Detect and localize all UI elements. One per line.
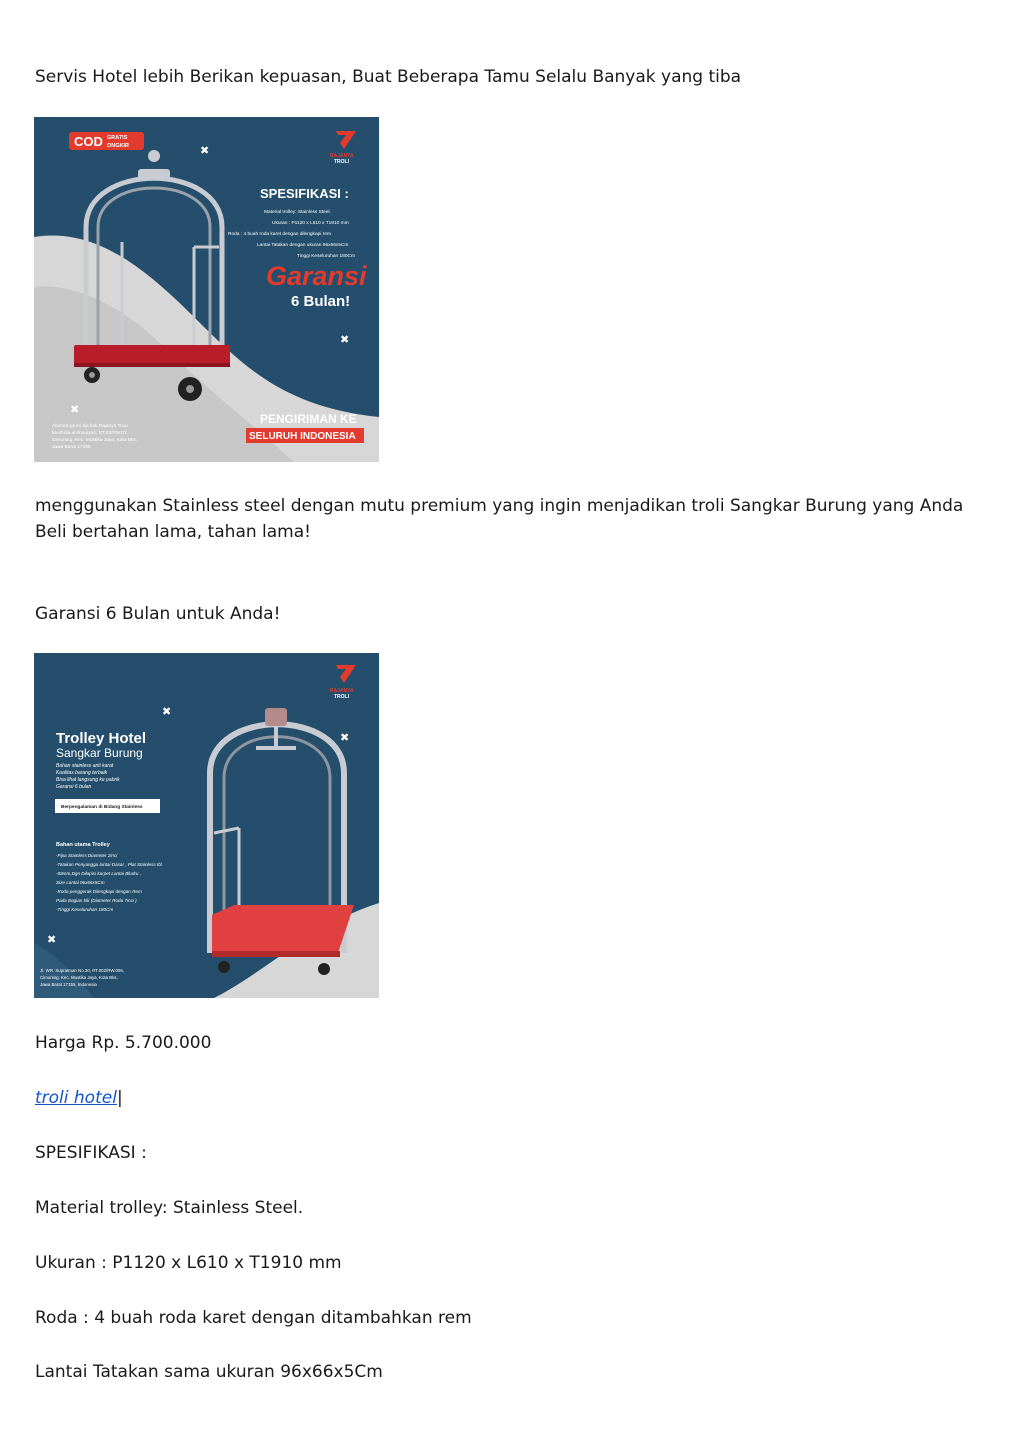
product-banner-specification xyxy=(34,117,379,462)
brand-line2: TROLI xyxy=(334,159,349,165)
brand-line1: RAJANYA xyxy=(330,153,354,159)
banner-spec-line: Tinggi Keseluruhan 180Cm xyxy=(297,254,355,259)
material-line: Pada Bagian blk (Diameter Roda 7inci ) xyxy=(56,898,137,903)
material-line: -Roda penggerak Dilengkapi dengan Rem xyxy=(56,889,142,894)
decor-cross-icon: ✖ xyxy=(70,404,80,416)
banner-feature: Garansi 6 bulan xyxy=(56,784,92,790)
banner-address-line: Alamatnya ini aja kak Rajanya TroLi xyxy=(52,424,129,429)
banner-address-line: Mushola al-khairiyah, RT.03/RW.07, xyxy=(52,431,129,436)
banner-subtitle: Sangkar Burung xyxy=(56,746,143,760)
banner-feature: Bahan stainless anti karat xyxy=(56,763,114,769)
banner-feature: Bisa lihat langsung ke pabrik xyxy=(56,777,120,783)
spec-base: Lantai Tatakan sama ukuran 96x66x5Cm xyxy=(35,1362,383,1382)
price-text: Harga Rp. 5.700.000 xyxy=(35,1033,212,1053)
banner-address-line: Jl. WR. Supratman No.30, RT.002/RW.006, xyxy=(40,968,125,973)
banner-shipping-line2: SELURUH INDONESIA xyxy=(249,431,356,442)
decor-cross-icon: ✖ xyxy=(340,732,350,744)
banner-spec-line: Lantai Tatakan dengan ukuran 96x66x5Cm xyxy=(257,243,349,248)
banner-address-line: Jawa Barat 17155, Indonesia xyxy=(40,982,97,987)
spec-heading: SPESIFIKASI : xyxy=(35,1143,147,1163)
cod-badge-line2: ONGKIR xyxy=(107,143,129,149)
cod-label: COD xyxy=(74,134,103,149)
link-suffix: | xyxy=(116,1088,123,1108)
experience-badge-text: Berpengalaman di Bidang Stainless xyxy=(61,805,143,810)
spec-size: Ukuran : P1120 x L610 x T1910 mm xyxy=(35,1253,342,1273)
banner-address-line: Cimuning, Kec. Mustika Jaya, Kota Bks, xyxy=(40,975,118,980)
spec-material: Material trolley: Stainless Steel. xyxy=(35,1198,304,1218)
spec-wheels: Roda : 4 buah roda karet dengan ditambahkan rem xyxy=(35,1308,472,1328)
brand-line2: TROLI xyxy=(334,694,349,700)
banner-spec-heading: SPESIFIKASI : xyxy=(260,186,349,201)
banner-spec-line: Material trolley: Stainless Steel. xyxy=(264,210,331,215)
banner-warranty-period: 6 Bulan! xyxy=(291,293,351,310)
quality-paragraph: menggunakan Stainless steel dengan mutu premium yang ingin menjadikan troli Sangkar Burung yang Anda Beli bertahan lama, tahan lama! xyxy=(35,496,964,542)
product-banner-trolley-hotel xyxy=(34,653,379,998)
decor-cross-icon: ✖ xyxy=(340,334,350,346)
cod-badge-line1: GRATIS xyxy=(107,135,128,141)
brand-line1: RAJANYA xyxy=(330,688,354,694)
material-heading: Bahan utama Trolley xyxy=(56,842,110,848)
banner-address-line: Cimuning, Kec. Mustika Jaya, Kota Bks, xyxy=(52,438,138,443)
decor-cross-icon: ✖ xyxy=(162,706,172,718)
banner-feature: Kualitas barang terbaik xyxy=(56,770,108,776)
banner-spec-line: Roda : 4 buah roda karet dengan dilengkapi rem xyxy=(228,232,331,237)
banner-shipping-line1: PENGIRIMAN KE xyxy=(260,412,357,426)
material-line: -08mm,Dgn Dilapisi karpet Lantai Bludru , xyxy=(56,871,142,876)
banner-title: Trolley Hotel xyxy=(56,730,147,747)
link-paragraph xyxy=(35,1085,123,1111)
banner-address-line: Jawa Barat 17155 xyxy=(52,445,91,450)
material-line: -Tinggi Keseluruhan 180Cm xyxy=(56,907,114,912)
material-line: -Pipa Stainless Diameter 2inci xyxy=(56,853,118,858)
banner-warranty-title: Garansi xyxy=(266,261,367,291)
material-line: Size Lantai 96x66x5Cm xyxy=(56,880,105,885)
banner-spec-line: Ukuran : P1120 x L610 x T1910 mm xyxy=(272,221,349,226)
troli-hotel-link[interactable]: troli hotel xyxy=(35,1088,117,1108)
material-line: -Tatakan Penyangga lantai Dasar , Plat Stainless tbl xyxy=(56,862,162,867)
intro-text: Servis Hotel lebih Berikan kepuasan, Buat Beberapa Tamu Selalu Banyak yang tiba xyxy=(35,67,742,87)
decor-cross-icon: ✖ xyxy=(200,145,210,157)
decor-cross-icon: ✖ xyxy=(47,934,57,946)
warranty-paragraph: Garansi 6 Bulan untuk Anda! xyxy=(35,604,281,624)
